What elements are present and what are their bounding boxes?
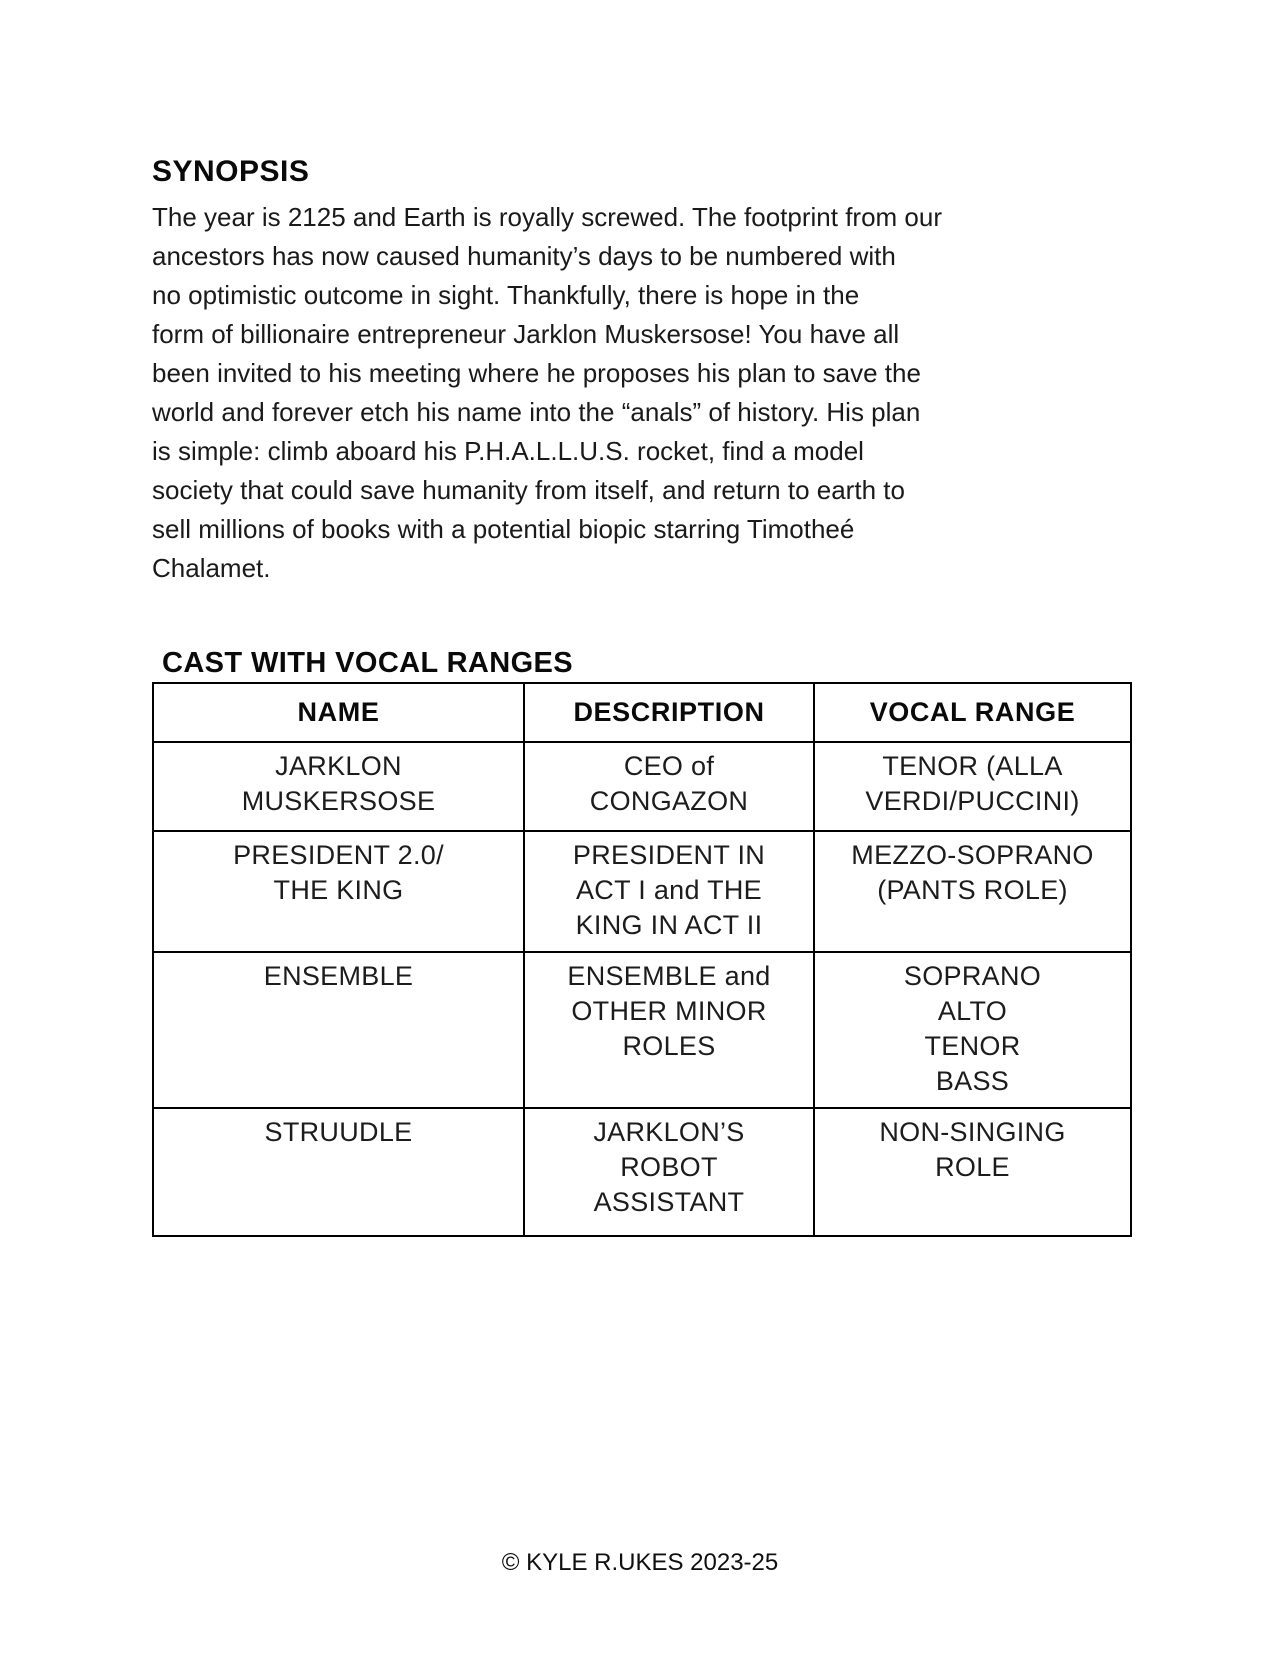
- cell-vocal-range: MEZZO-SOPRANO (PANTS ROLE): [814, 831, 1131, 952]
- cell-description: CEO of CONGAZON: [524, 742, 814, 831]
- cell-name: STRUUDLE: [153, 1108, 524, 1236]
- column-header-vocal-range: VOCAL RANGE: [814, 683, 1131, 742]
- table-row: [153, 952, 1131, 1108]
- cell-name: ENSEMBLE: [153, 952, 524, 1108]
- cell-name: PRESIDENT 2.0/ THE KING: [153, 831, 524, 952]
- synopsis-body-text: The year is 2125 and Earth is royally screwed. The footprint from our ancestors has now caused humanity’s days to be numbered with no optimistic outcome in sight. Thankfully, there is hope in the form of billionaire entrepreneur Jarklon Muskersose! You have all been invited to his meeting where he proposes his plan to save the world and forever etch his name into the “anals” of history. His plan is simple: climb aboard his P.H.A.L.L.U.S. rocket, find a model society that could save humanity from itself, and return to earth to sell millions of books with a potential biopic starring Timotheé Chalamet.: [152, 202, 943, 583]
- cell-description: PRESIDENT IN ACT I and THE KING IN ACT II: [524, 831, 814, 952]
- table-row: [153, 742, 1131, 831]
- table-row: [153, 1108, 1131, 1236]
- cell-vocal-range: TENOR (ALLA VERDI/PUCCINI): [814, 742, 1131, 831]
- cast-section: [152, 647, 1130, 1237]
- synopsis-heading: SYNOPSIS: [152, 155, 310, 188]
- cell-vocal-range: NON-SINGING ROLE: [814, 1108, 1131, 1236]
- cell-description: ENSEMBLE and OTHER MINOR ROLES: [524, 952, 814, 1108]
- table-row: [153, 831, 1131, 952]
- page-content: [152, 156, 1130, 1237]
- column-header-description: DESCRIPTION: [524, 683, 814, 742]
- cell-name: JARKLON MUSKERSOSE: [153, 742, 524, 831]
- synopsis-section: [152, 156, 1130, 588]
- table-header-row: [153, 683, 1131, 742]
- cast-heading: CAST WITH VOCAL RANGES: [162, 647, 574, 679]
- copyright-footer: © KYLE R.UKES 2023-25: [501, 1549, 779, 1576]
- column-header-name: NAME: [153, 683, 524, 742]
- cast-table: [152, 682, 1132, 1237]
- cell-vocal-range: SOPRANO ALTO TENOR BASS: [814, 952, 1131, 1108]
- cell-description: JARKLON’S ROBOT ASSISTANT: [524, 1108, 814, 1236]
